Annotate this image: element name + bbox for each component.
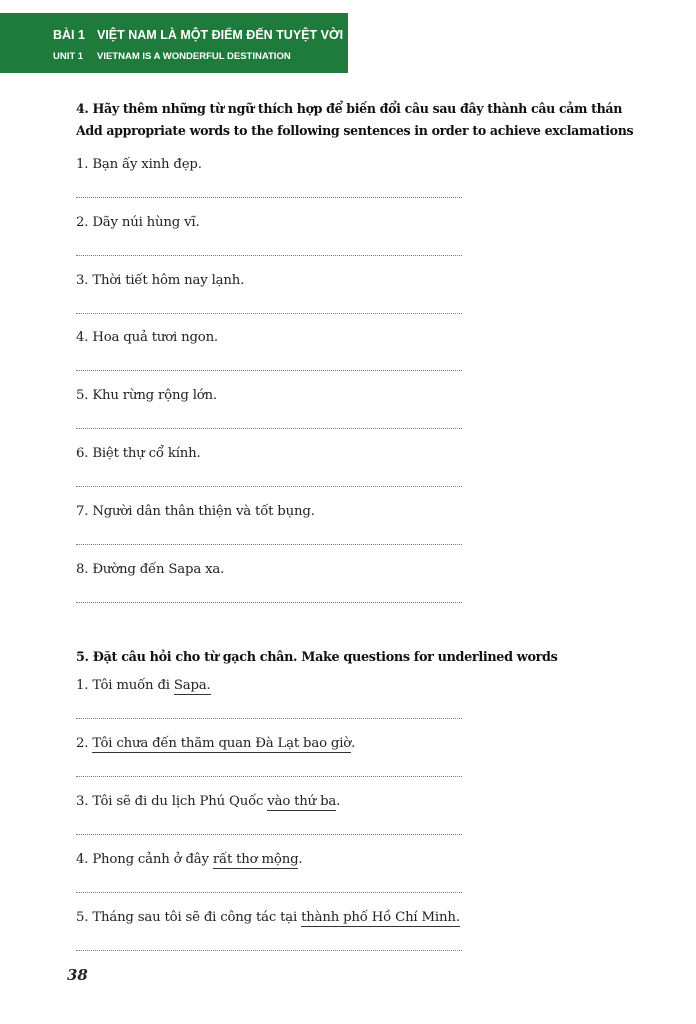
answer-line[interactable] [76, 950, 462, 951]
exercise5-title: 5. Đặt câu hỏi cho từ gạch chân. Make questions for underlined words [76, 650, 558, 665]
answer-line[interactable] [76, 428, 462, 429]
lesson-banner [0, 13, 348, 73]
exercise4-item: 8. Đường đến Sapa xa. [76, 562, 225, 577]
answer-line[interactable] [76, 718, 462, 719]
exercise4-item: 5. Khu rừng rộng lớn. [76, 388, 217, 403]
answer-line[interactable] [76, 602, 462, 603]
answer-line[interactable] [76, 197, 462, 198]
underlined-words: rất thơ mộng [212, 852, 299, 867]
exercise4-item: 2. Dãy núi hùng vĩ. [76, 215, 200, 230]
underlined-words: Tôi chưa đến thăm quan Đà Lạt bao giờ [92, 736, 352, 751]
sentence-text: 4. Phong cảnh ở đây [76, 852, 213, 867]
lesson-title-row [53, 28, 343, 42]
exercise5-item [76, 678, 211, 693]
exercise4-item: 1. Bạn ấy xinh đẹp. [76, 157, 202, 172]
underlined-words: vào thứ ba [267, 794, 337, 809]
sentence-text: . [298, 852, 303, 867]
lesson-title: VIỆT NAM LÀ MỘT ĐIỂM ĐẾN TUYỆT VỜI [97, 28, 344, 42]
answer-line[interactable] [76, 486, 462, 487]
underlined-words: thành phố Hồ Chí Minh. [301, 910, 460, 925]
exercise5-item [76, 852, 302, 867]
sentence-text: . [351, 736, 356, 751]
answer-line[interactable] [76, 544, 462, 545]
exercise4-title-en: Add appropriate words to the following sentences in order to achieve exclamations [76, 123, 634, 138]
answer-line[interactable] [76, 313, 462, 314]
unit-label: UNIT 1 [53, 51, 84, 62]
exercise4-item: 6. Biệt thự cổ kính. [76, 446, 201, 461]
unit-title-row [53, 51, 291, 62]
exercise4-title-vi: 4. Hãy thêm những từ ngữ thích hợp để biến đổi câu sau đây thành câu cảm thán [76, 101, 623, 116]
answer-line[interactable] [76, 834, 462, 835]
sentence-text: 5. Tháng sau tôi sẽ đi công tác tại [76, 910, 302, 925]
answer-line[interactable] [76, 776, 462, 777]
sentence-text: 3. Tôi sẽ đi du lịch Phú Quốc [76, 794, 268, 809]
sentence-text: . [336, 794, 341, 809]
answer-line[interactable] [76, 370, 462, 371]
lesson-label: BÀI 1 [53, 28, 85, 42]
exercise5-item [76, 736, 355, 751]
exercise4-item: 7. Người dân thân thiện và tốt bụng. [76, 504, 315, 519]
exercise5-item [76, 910, 460, 925]
sentence-text: 1. Tôi muốn đi [76, 678, 174, 693]
unit-title: VIETNAM IS A WONDERFUL DESTINATION [97, 51, 291, 62]
page-number: 38 [67, 966, 88, 984]
answer-line[interactable] [76, 892, 462, 893]
answer-line[interactable] [76, 255, 462, 256]
sentence-text: 2. [76, 736, 93, 751]
exercise4-item: 3. Thời tiết hôm nay lạnh. [76, 273, 245, 288]
exercise4-item: 4. Hoa quả tươi ngon. [76, 330, 218, 345]
underlined-words: Sapa. [173, 678, 211, 693]
exercise5-item [76, 794, 340, 809]
